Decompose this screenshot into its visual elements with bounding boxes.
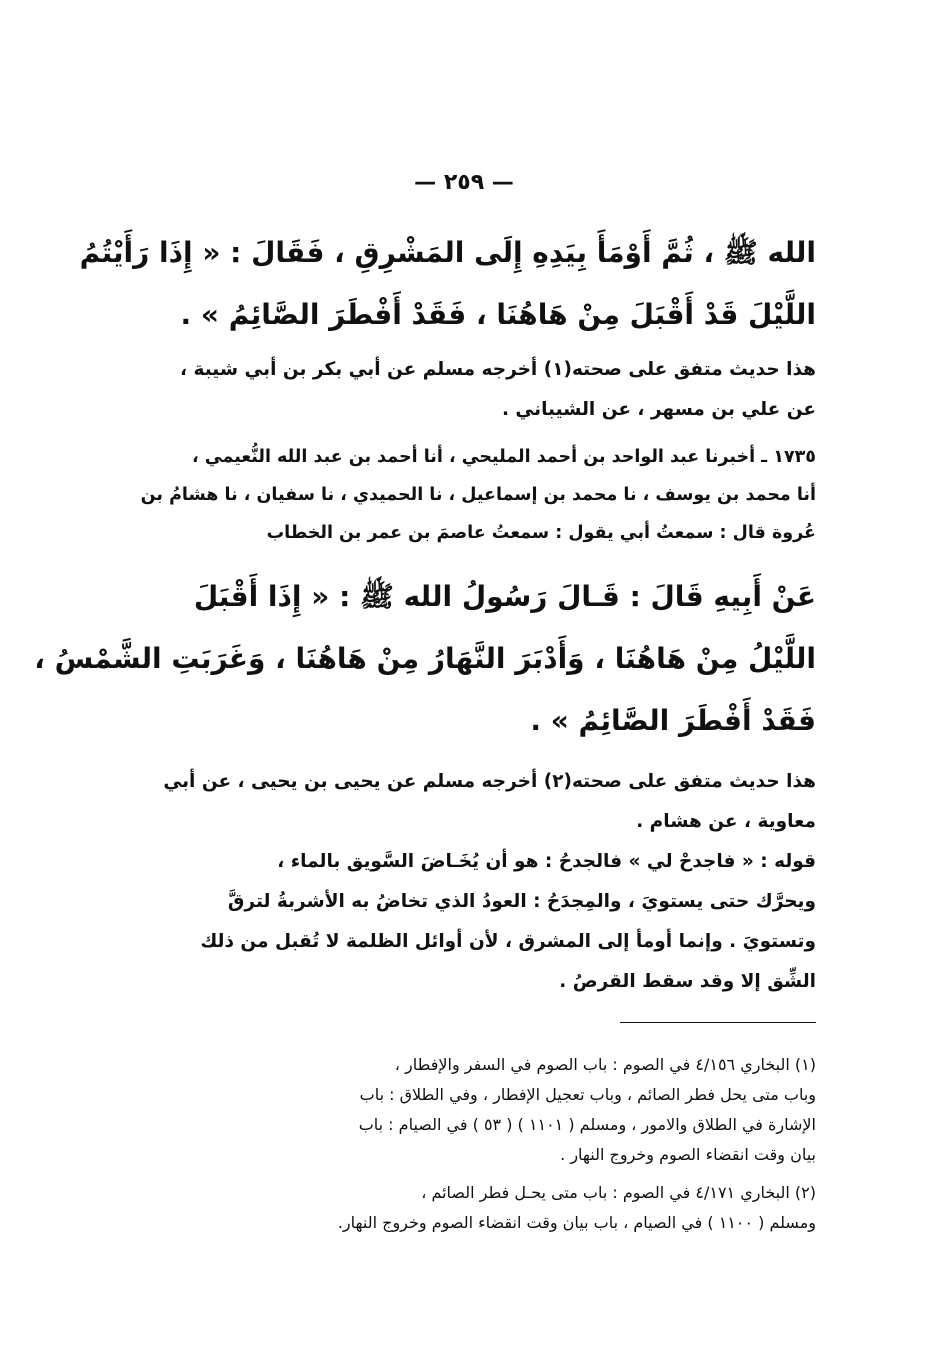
footnote-line: الإشارة في الطلاق والامور ، ومسلم ( ١١٠١ ) ( ٥٣ ) في الصيام : باب (358, 1115, 816, 1134)
footnote-line: ومسلم ( ١١٠٠ ) في الصيام ، باب بيان وقت انقضاء الصوم وخروج النهار. (337, 1213, 816, 1232)
isnad-paragraph-1735 (140, 438, 816, 552)
footnote-1 (150, 1050, 816, 1170)
text-line: عن علي بن مسهر ، عن الشيباني . (501, 399, 816, 420)
text-line: اللَّيْلَ قَدْ أَقْبَلَ مِنْ هَاهُنَا ، فَقَدْ أَفْطَرَ الصَّائِمُ » . (180, 298, 816, 331)
text-line: عَنْ أَبِيهِ قَالَ : قَـالَ رَسُولُ الله ﷺ : « إِذَا أَقْبَلَ (193, 580, 816, 613)
footnote-line: وباب متى يحل فطر الصائم ، وباب تعجيل الإفطار ، وفي الطلاق : باب (359, 1085, 816, 1104)
footnote-line: (١) البخاري ٤/١٥٦ في الصوم : باب الصوم في السفر والإفطار ، (394, 1055, 816, 1074)
text-line: الشِّق إلا وقد سقط القرصُ . (559, 971, 816, 992)
text-line: هذا حديث متفق على صحته(٢) أخرجه مسلم عن يحيى بن يحيى ، عن أبي (163, 771, 816, 792)
footnote-line: (٢) البخاري ٤/١٧١ في الصوم : باب متى يحـل فطر الصائم ، (421, 1183, 816, 1202)
text-line: ويحرَّك حتى يستويَ ، والمِجدَحُ : العودُ الذي تخاضُ به الأشربةُ لترقَّ (227, 891, 816, 912)
takhrij-paragraph-1 (150, 350, 816, 430)
hadith-main-text (34, 566, 816, 752)
hadith-top-text (79, 222, 816, 346)
text-line: وتستويَ . وإنما أومأ إلى المشرق ، لأن أوائل الظلمة لا تُقبل من ذلك (200, 931, 816, 952)
page-number: — ٢٥٩ — (414, 170, 514, 195)
text-line: أنا محمد بن يوسف ، نا محمد بن إسماعيل ، نا الحميدي ، نا سفيان ، نا هشامُ بن (140, 485, 816, 505)
text-line: هذا حديث متفق على صحته(١) أخرجه مسلم عن أبي بكر بن أبي شيبة ، (180, 359, 816, 380)
text-line: الله ﷺ ، ثُمَّ أَوْمَأَ بِيَدِهِ إِلَى المَشْرِقِ ، فَقَالَ : « إِذَا رَأَيْتُمُ (79, 236, 816, 269)
text-line: معاوية ، عن هشام . (636, 811, 816, 832)
sharh-paragraph (150, 842, 816, 1002)
text-line: قوله : « فاجدحْ لي » فالجدحُ : هو أن يُخَـاضَ السَّويق بالماء ، (277, 851, 816, 872)
footnote-separator (620, 1022, 816, 1023)
text-line: اللَّيْلُ مِنْ هَاهُنَا ، وَأَدْبَرَ النَّهَارُ مِنْ هَاهُنَا ، وَغَرَبَتِ الشَّمْسُ ، (34, 642, 816, 675)
takhrij-paragraph-2 (150, 762, 816, 842)
footnote-2 (150, 1178, 816, 1238)
text-line: فَقَدْ أَفْطَرَ الصَّائِمُ » . (530, 704, 816, 737)
text-line: عُروة قال : سمعتُ أبي يقول : سمعتُ عاصمَ بن عمر بن الخطاب (266, 523, 816, 543)
footnote-line: بيان وقت انقضاء الصوم وخروج النهار . (560, 1145, 816, 1164)
text-line: ١٧٣٥ ـ أخبرنا عبد الواحد بن أحمد المليحي ، أنا أحمد بن عبد الله النُّعيمي ، (192, 447, 816, 467)
